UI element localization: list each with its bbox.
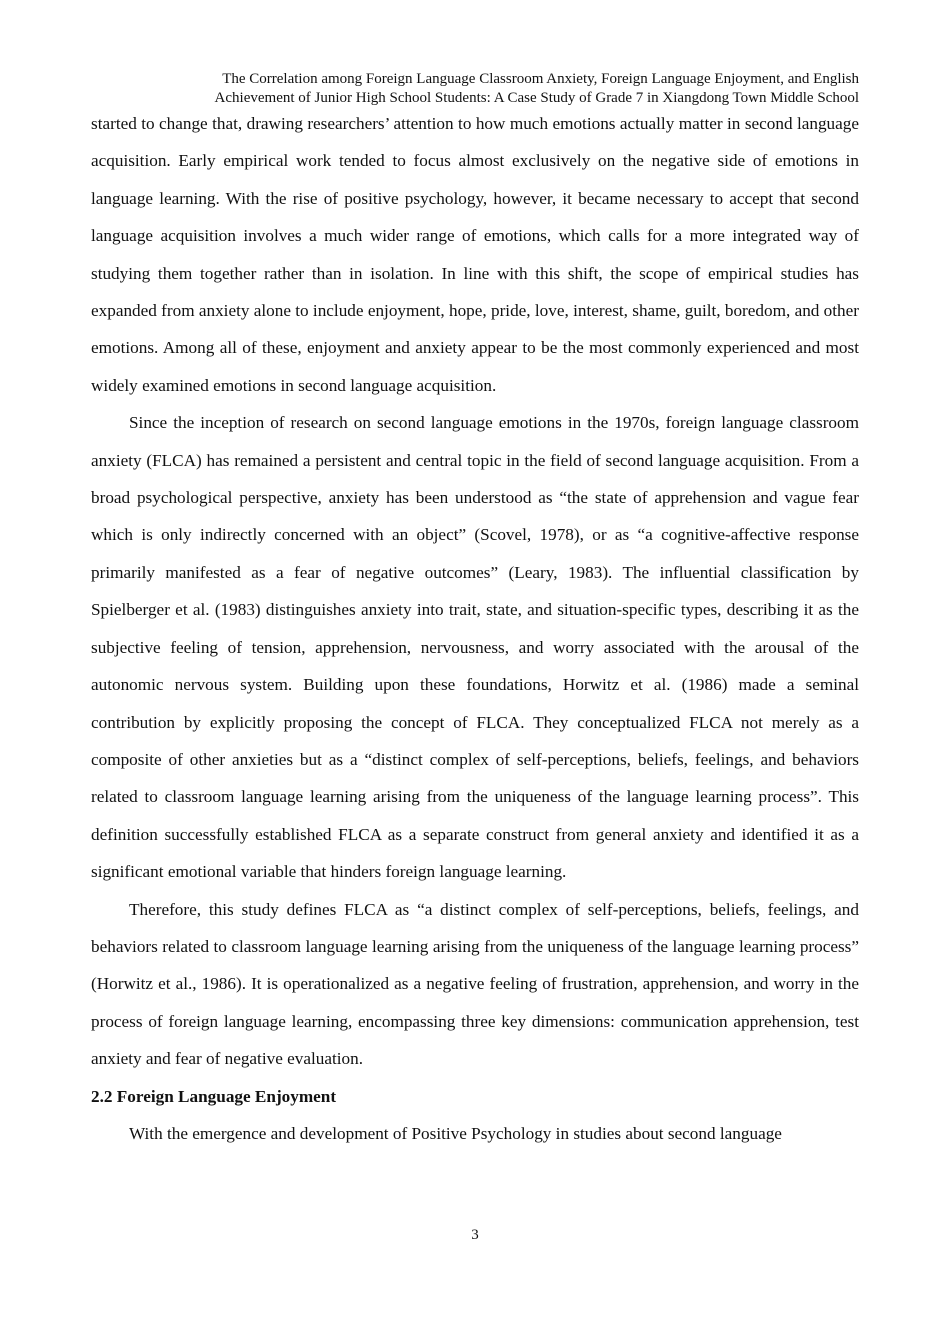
running-header-line-2: Achievement of Junior High School Students: A Case Study of Grade 7 in Xiangdong Town Middle School xyxy=(214,90,859,106)
paragraph-fle-intro: With the emergence and development of Positive Psychology in studies about second language xyxy=(129,1123,782,1143)
paragraph-flca-history: Since the inception of research on second language emotions in the 1970s, foreign language classroom anxiety (FLCA) has remained a persistent and central topic in the field of second language acquisition. From a broad psychological perspective, anxiety has been understood as “the state of apprehension and vague fear which is only indirectly concerned with an object” (Scovel, 1978), or as “a cognitive-affective response primarily manifested as a fear of negative outcomes” (Leary, 1983). The influential classification by Spielberger et al. (1983) distinguishes anxiety into trait, state, and situation-specific types, describing it as the subjective feeling of tension, apprehension, nervousness, and worry associated with the arousal of the autonomic nervous system. Building upon these foundations, Horwitz et al. (1986) made a seminal contribution by explicitly proposing the concept of FLCA. They conceptualized FLCA not merely as a composite of other anxieties but as a “distinct complex of self-perceptions, beliefs, feelings, and behaviors related to classroom language learning arising from the uniqueness of the language learning process”. This definition successfully established FLCA as a separate construct from general anxiety and identified it as a significant emotional variable that hinders foreign language learning. xyxy=(91,413,859,882)
running-header-line-1: The Correlation among Foreign Language Classroom Anxiety, Foreign Language Enjoyment, and English xyxy=(222,71,859,87)
paragraph-continued: started to change that, drawing researchers’ attention to how much emotions actually matter in second language acquisition. Early empirical work tended to focus almost exclusively on the negative side of emotions in language learning. With the rise of positive psychology, however, it became necessary to accept that second language acquisition involves a much wider range of emotions, which calls for a more integrated way of studying them together rather than in isolation. In line with this shift, the scope of empirical studies has expanded from anxiety alone to include enjoyment, hope, pride, love, interest, shame, guilt, boredom, and other emotions. Among all of these, enjoyment and anxiety appear to be the most commonly experienced and most widely examined emotions in second language acquisition. xyxy=(91,114,859,395)
body-text xyxy=(91,105,859,1152)
page-number: 3 xyxy=(471,1227,479,1243)
section-heading: 2.2 Foreign Language Enjoyment xyxy=(91,1086,337,1106)
paragraph-flca-definition: Therefore, this study defines FLCA as “a distinct complex of self-perceptions, beliefs, feelings, and behaviors related to classroom language learning arising from the uniqueness of the language learning process” (Horwitz et al., 1986). It is operationalized as a negative feeling of frustration, apprehension, and worry in the process of foreign language learning, encompassing three key dimensions: communication apprehension, test anxiety and fear of negative evaluation. xyxy=(91,899,859,1069)
running-header xyxy=(99,70,859,108)
